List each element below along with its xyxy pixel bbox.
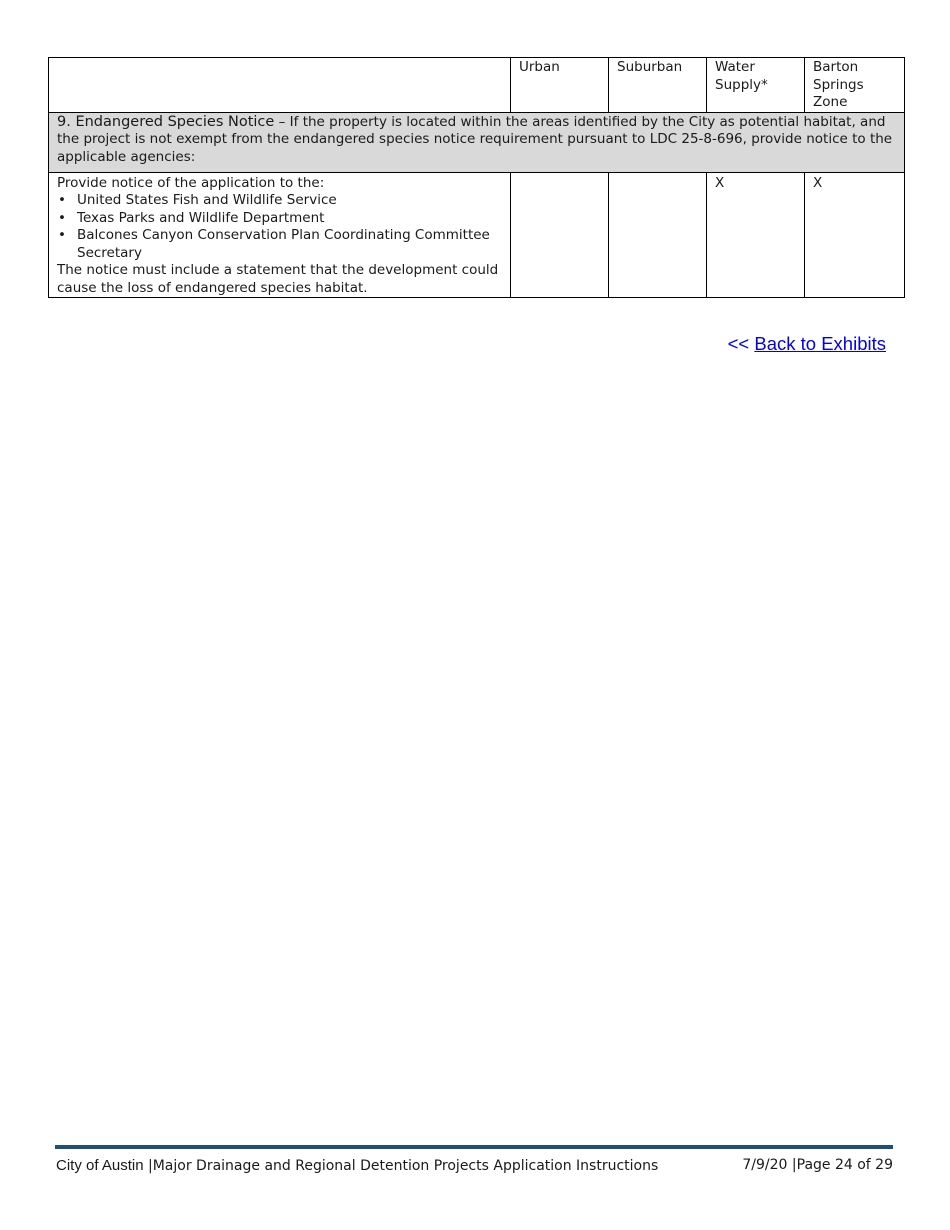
footer-org: City of Austin [56,1157,144,1174]
requirement-intro: Provide notice of the application to the: [57,174,325,191]
footer-separator: | [791,1157,797,1173]
agency-label: Balcones Canyon Conservation Plan Coordinating Committee Secretary [77,227,490,261]
requirement-cell [49,172,511,298]
agency-label: United States Fish and Wildlife Service [77,192,337,208]
agency-list [57,192,502,262]
back-to-exhibits-link[interactable] [728,333,886,355]
section-title: 9. Endangered Species Notice [57,113,275,130]
bullet-icon: • [58,192,66,208]
table-row [49,172,905,298]
footer-left [56,1157,658,1174]
list-item [57,227,502,262]
requirement-closing: The notice must include a statement that the development could cause the loss of endangered species habitat. [57,262,499,296]
footer-divider [55,1145,893,1149]
header-cell-barton-springs: Barton Springs Zone [805,58,905,113]
back-link-prefix: << [727,333,750,354]
footer-page-number: Page 24 of 29 [796,1157,893,1173]
list-item [57,210,502,228]
list-item [57,192,502,210]
footer-date: 7/9/20 [742,1157,788,1173]
section-text: If the property is located within the areas identified by the City as potential habitat, and the project is not exempt from the endangered species notice requirement pursuant to LDC 25-8-696, provide notice to the applicable agencies: [57,113,893,165]
header-cell-blank [49,58,511,113]
header-cell-water-supply: Water Supply* [707,58,805,113]
footer-right [742,1157,893,1173]
section-row [49,112,905,172]
agency-label: Texas Parks and Wildlife Department [77,209,325,226]
back-link-label[interactable]: Back to Exhibits [754,333,886,354]
mark-cell-urban [511,172,609,298]
header-cell-urban: Urban [511,58,609,113]
bullet-icon: • [58,227,66,243]
footer-separator: | [148,1158,153,1174]
section-dash: – [278,113,286,130]
bullet-icon: • [58,209,66,226]
footer-doc-title: Major Drainage and Regional Detention Projects Application Instructions [152,1158,659,1174]
mark-cell-suburban [609,172,707,298]
table-header-row [49,58,905,113]
mark-cell-water-supply: X [707,172,805,298]
header-cell-suburban: Suburban [609,58,707,113]
section-cell [49,112,905,172]
requirements-table [48,57,905,298]
mark-cell-barton-springs: X [805,172,905,298]
